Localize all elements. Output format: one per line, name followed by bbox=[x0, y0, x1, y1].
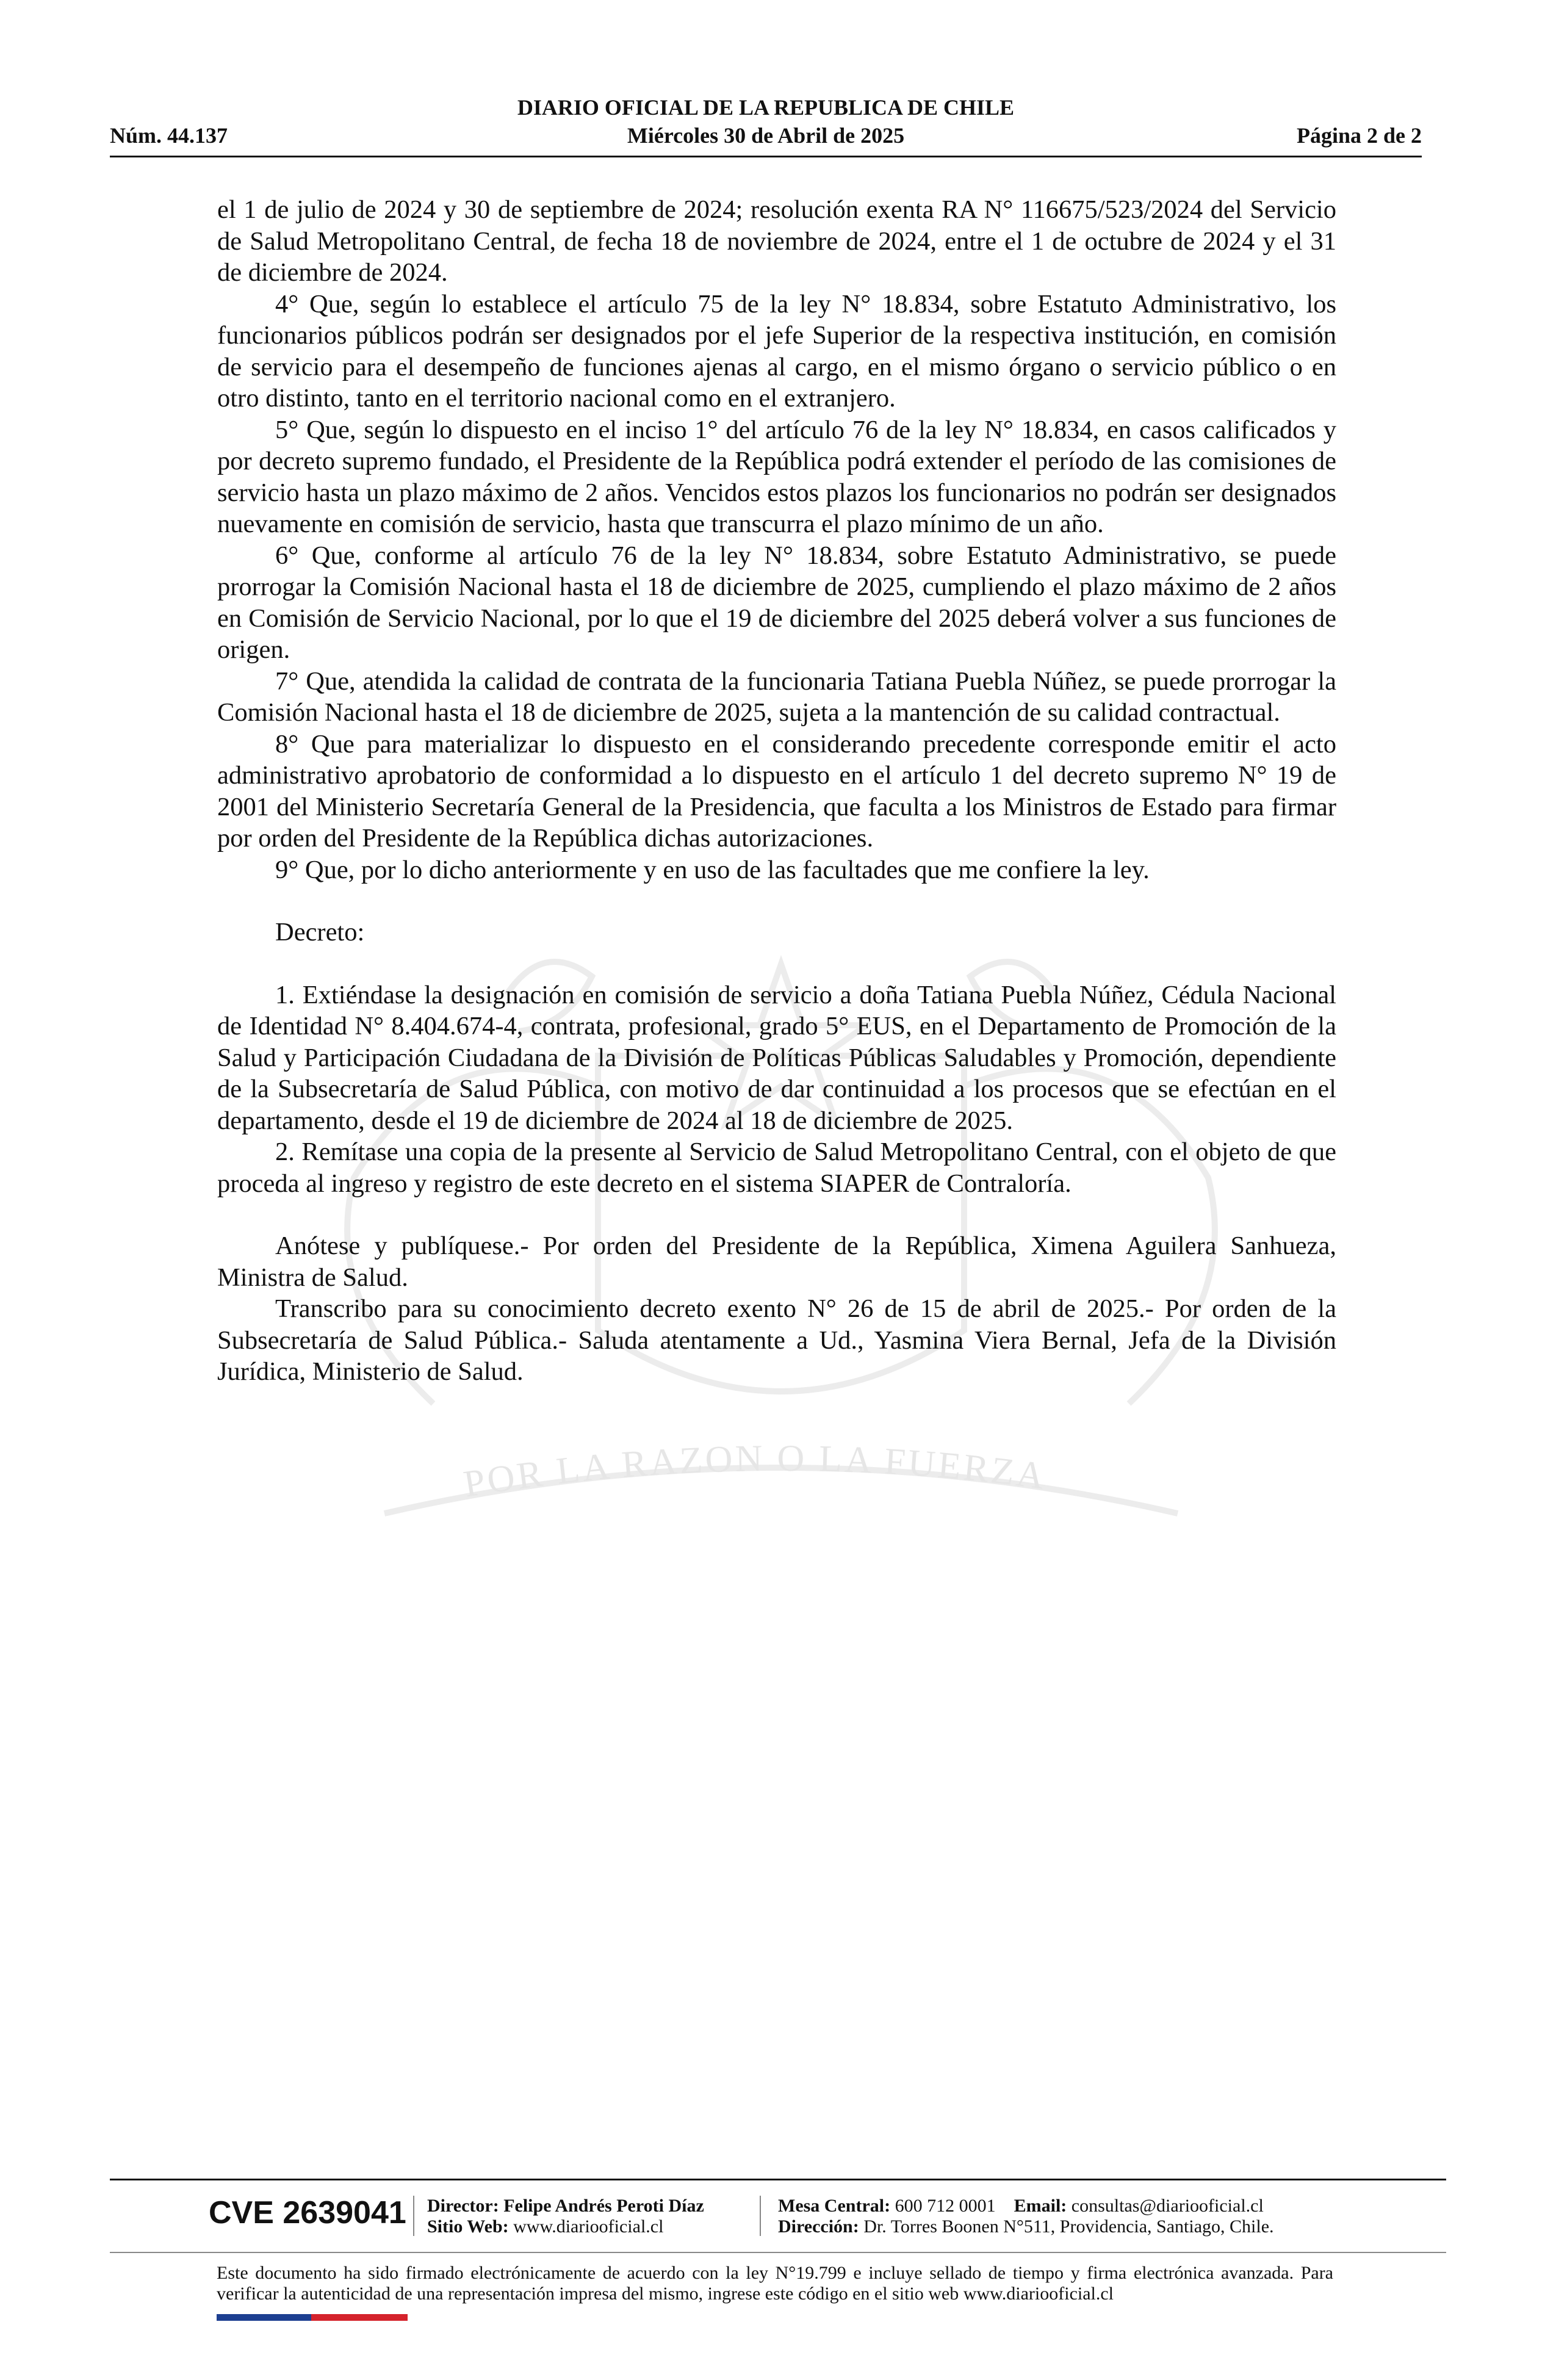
document-body bbox=[217, 194, 1336, 1388]
page-number: Página 2 de 2 bbox=[1296, 123, 1422, 148]
decreto-article-2: 2. Remítase una copia de la presente al Servicio de Salud Metropolitano Central, con el objeto de que proceda al ingreso y registro de este decreto en el sistema SIAPER de Contraloría. bbox=[217, 1138, 1336, 1198]
considerando-5: 5° Que, según lo dispuesto en el inciso 1° del artículo 76 de la ley N° 18.834, en casos calificados y por decreto supremo fundado, el Presidente de la República podrá extender el período de las comisiones de servicio hasta un plazo máximo de 2 años. Vencidos estos plazos los funcionarios no podrán ser designados nuevamente en comisión de servicio, hasta que transcurra el plazo mínimo de un año. bbox=[217, 415, 1336, 538]
email-label: Email: bbox=[1014, 2196, 1067, 2216]
considerando-9: 9° Que, por lo dicho anteriormente y en uso de las facultades que me confiere la ley. bbox=[275, 855, 1150, 884]
footer-separator bbox=[760, 2196, 761, 2236]
seal-motto: POR LA RAZON O LA FUERZA bbox=[461, 1437, 1050, 1506]
decreto-heading: Decreto: bbox=[275, 918, 365, 947]
website-link[interactable]: www.diariooficial.cl bbox=[513, 2216, 664, 2237]
svg-text:POR LA RAZON O LA FUERZA bbox=[461, 1438, 1049, 1506]
page-footer bbox=[110, 2179, 1446, 2337]
considerando-4: 4° Que, según lo establece el artículo 75 de la ley N° 18.834, sobre Estatuto Administrativo, los funcionarios públicos podrán ser designados por el jefe Superior de la respectiva institución, en comisión de servicio para el desempeño de funciones ajenas al cargo, en el mismo órgano o servicio público o en otro distinto, tanto en el territorio nacional como en el extranjero. bbox=[217, 289, 1336, 413]
paragraph-intro: el 1 de julio de 2024 y 30 de septiembre de 2024; resolución exenta RA N° 116675/523/2024 del Servicio de Salud Metropolitano Central, de fecha 18 de noviembre de 2024, entre el 1 de octubre de 2024 y el 31 de diciembre de 2024. bbox=[217, 195, 1336, 287]
director-label: Director: bbox=[427, 2196, 499, 2216]
considerando-8: 8° Que para materializar lo dispuesto en el considerando precedente corresponde emitir el acto administrativo aprobatorio de conformidad a lo dispuesto en el artículo 1 del decreto supremo N° 19 de 2001 del Ministerio Secretaría General de la Presidencia, que faculta a los Ministros de Estado para firmar por orden del Presidente de la República dichas autorizaciones. bbox=[217, 729, 1336, 853]
address-label: Dirección: bbox=[778, 2216, 859, 2237]
flag-bar-red bbox=[311, 2314, 408, 2321]
cve-code: CVE 2639041 bbox=[209, 2195, 406, 2230]
issue-number: Núm. 44.137 bbox=[110, 123, 228, 148]
footer-director-block bbox=[427, 2196, 704, 2237]
newspaper-title: DIARIO OFICIAL DE LA REPUBLICA DE CHILE bbox=[517, 95, 1015, 120]
mesa-label: Mesa Central: bbox=[778, 2196, 891, 2216]
footer-divider bbox=[110, 2179, 1446, 2180]
decreto-article-1: 1. Extiéndase la designación en comisión de servicio a doña Tatiana Puebla Núñez, Cédula Nacional de Identidad N° 8.404.674-4, contrata, profesional, grado 5° EUS, en el Departamento de Promoción de la Salud y Participación Ciudadana de la División de Políticas Públicas Saludables y Promoción, dependiente de la Subsecretaría de Salud Pública, con motivo de dar continuidad a los procesos que se efectúan en el departamento, desde el 19 de diciembre de 2024 al 18 de diciembre de 2025. bbox=[217, 980, 1336, 1135]
anotese-paragraph: Anótese y publíquese.- Por orden del Presidente de la República, Ximena Aguilera Sanhueza, Ministra de Salud. bbox=[217, 1231, 1336, 1292]
address-value: Dr. Torres Boonen N°511, Providencia, Santiago, Chile. bbox=[863, 2216, 1274, 2237]
footer-separator bbox=[413, 2196, 414, 2236]
transcribo-paragraph: Transcribo para su conocimiento decreto exento N° 26 de 15 de abril de 2025.- Por orden de la Subsecretaría de Salud Pública.- Saluda atentamente a Ud., Yasmina Viera Bernal, Jefa de la División Jurídica, Ministerio de Salud. bbox=[217, 1294, 1336, 1386]
web-label: Sitio Web: bbox=[427, 2216, 509, 2237]
signature-disclaimer: Este documento ha sido firmado electrónicamente de acuerdo con la ley N°19.799 e incluye sellado de tiempo y firma electrónica avanzada. Para verificar la autenticidad de una representación impresa del mismo, ingrese este código en el sitio web www.diariooficial.cl bbox=[217, 2263, 1333, 2304]
email-link[interactable]: consultas@diariooficial.cl bbox=[1071, 2196, 1264, 2216]
footer-contact-block bbox=[778, 2196, 1274, 2237]
considerando-6: 6° Que, conforme al artículo 76 de la ley N° 18.834, sobre Estatuto Administrativo, se puede prorrogar la Comisión Nacional hasta el 18 de diciembre de 2025, cumpliendo el plazo máximo de 2 años en Comisión de Servicio Nacional, por lo que el 19 de diciembre del 2025 deberá volver a sus funciones de origen. bbox=[217, 541, 1336, 664]
flag-bar-blue bbox=[217, 2314, 311, 2321]
page-header bbox=[110, 95, 1422, 157]
director-name: Felipe Andrés Peroti Díaz bbox=[503, 2196, 704, 2216]
footer-inner-divider bbox=[110, 2252, 1446, 2253]
mesa-phone: 600 712 0001 bbox=[895, 2196, 996, 2216]
considerando-7: 7° Que, atendida la calidad de contrata de la funcionaria Tatiana Puebla Núñez, se puede prorrogar la Comisión Nacional hasta el 18 de diciembre de 2025, sujeta a la mantención de su calidad contractual. bbox=[217, 666, 1336, 727]
issue-date: Miércoles 30 de Abril de 2025 bbox=[627, 123, 905, 148]
